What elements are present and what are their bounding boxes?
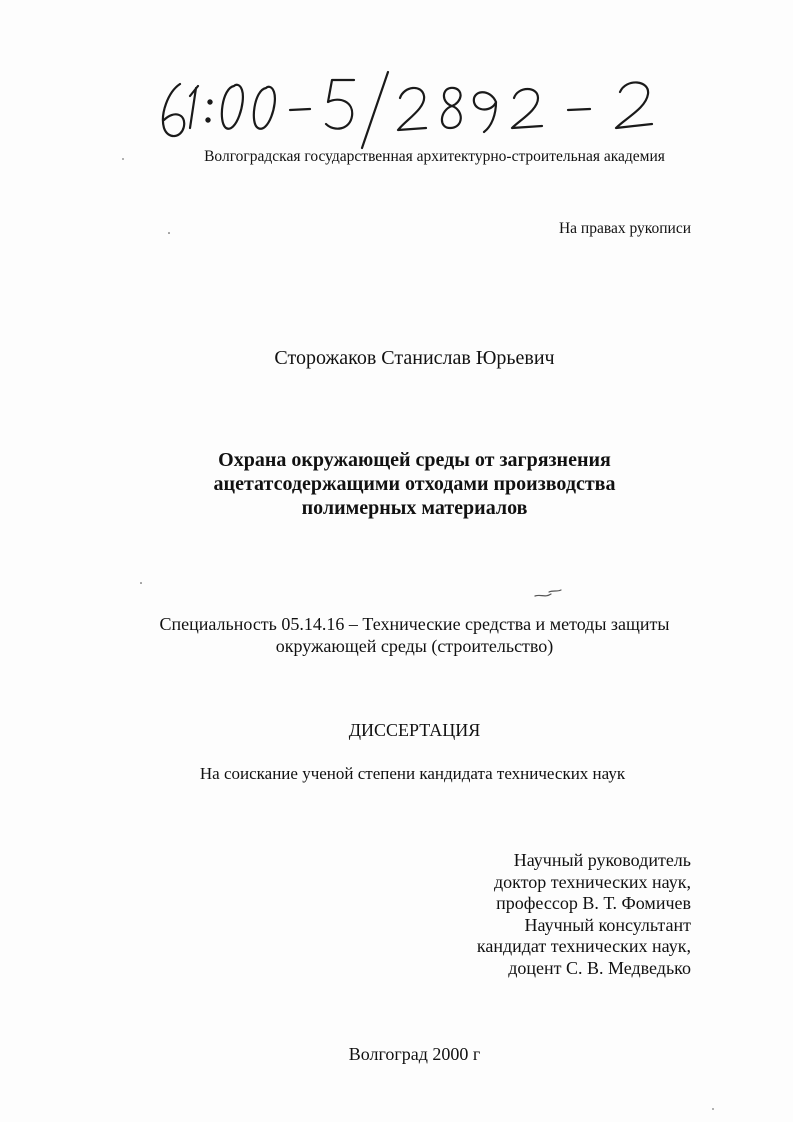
rights-note: На правах рукописи — [558, 220, 691, 237]
city-year: Волгоград 2000 г — [348, 1044, 481, 1064]
supervisor-line: доктор технических наук, — [494, 871, 691, 892]
specialty-line: Специальность 05.14.16 – Технические средства и методы защиты — [159, 614, 670, 634]
supervisor-line: кандидат технических наук, — [476, 936, 691, 956]
handwritten-catalog-number — [150, 62, 710, 152]
author-name: Сторожаков Станислав Юрьевич — [274, 347, 555, 369]
degree-statement: На соискание ученой степени кандидата технических наук — [199, 764, 626, 783]
scan-artifact-mark — [533, 588, 563, 602]
handwritten-number-drawing — [150, 62, 710, 152]
specialty — [18, 613, 793, 657]
specialty-line: окружающей среды (строительство) — [275, 636, 554, 656]
scan-speck — [712, 1108, 714, 1110]
institution-name: Волгоградская государственная архитектурно-строительная академия — [204, 148, 665, 165]
supervisors-block — [477, 850, 691, 979]
document-type: ДИССЕРТАЦИЯ — [348, 720, 481, 740]
title-line: полимерных материалов — [301, 497, 528, 519]
supervisor-line: доцент С. В. Медведько — [508, 957, 691, 978]
scan-artifact-drawing — [533, 588, 563, 602]
supervisor-line: Научный руководитель — [513, 850, 691, 870]
scan-speck — [168, 232, 170, 234]
dissertation-title — [18, 448, 793, 520]
scan-speck — [122, 158, 124, 160]
supervisor-line: профессор В. Т. Фомичев — [496, 893, 691, 913]
title-line: ацетатсодержащими отходами производства — [213, 473, 616, 495]
title-line: Охрана окружающей среды от загрязнения — [218, 449, 611, 471]
scan-speck — [140, 582, 142, 584]
supervisor-line: Научный консультант — [524, 914, 691, 935]
